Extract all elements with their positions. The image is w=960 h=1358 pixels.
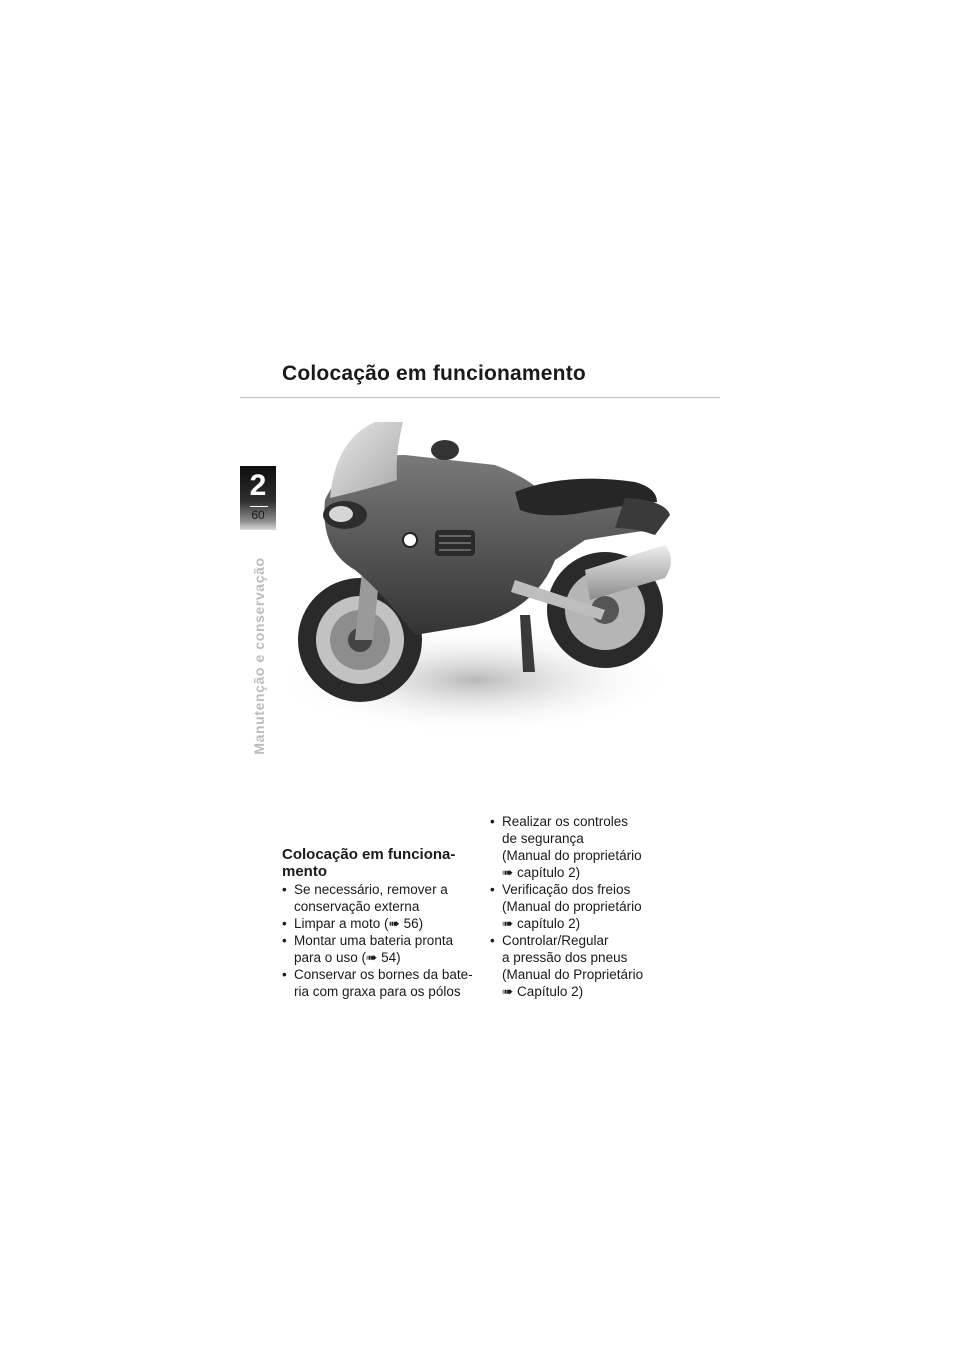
bullet: • [490,933,495,948]
list-item-text: (Manual do Proprietário [502,967,644,982]
title-divider [240,397,720,398]
bullet: • [282,933,287,948]
list-item-text: a pressão dos pneus [502,950,628,965]
left-column [282,846,492,1000]
list-item-text: Verificação dos freios [502,882,631,897]
list-item-text: ria com graxa para os pólos [294,984,461,999]
list-item-text: (Manual do proprietário [502,848,642,863]
list-item-text: para o uso (➠ 54) [294,950,401,965]
list-item [282,915,492,932]
bullet: • [282,882,287,897]
list-item-text: Limpar a moto (➠ 56) [294,916,424,931]
list-item-text: de segurança [502,831,584,846]
list-item [282,932,492,966]
list-item-text: Montar uma bateria pronta [294,933,454,948]
list-item-text: ➠ Capítulo 2) [502,984,584,999]
page-title: Colocação em funcionamento [282,362,586,385]
section-heading [282,846,492,880]
list-item-text: Realizar os controles [502,814,629,829]
list-item [282,966,492,1000]
bullet: • [282,916,287,931]
list-item-text: Controlar/Regular [502,933,609,948]
list-item-text: Conservar os bornes da bate- [294,967,473,982]
right-column [490,813,700,1000]
list-item [490,881,700,932]
section-heading-line: mento [282,863,327,880]
list-item-text: ➠ capítulo 2) [502,916,581,931]
bullet: • [282,967,287,982]
section-heading-line: Colocação em funciona- [282,846,456,863]
chapter-divider [250,506,268,507]
right-checklist [490,813,700,1000]
list-item-text: conservação externa [294,899,420,914]
chapter-number: 2 [249,469,267,502]
bullet: • [490,814,495,829]
motorcycle-illustration [285,410,685,755]
left-checklist [282,881,492,1000]
page-number: 60 [251,508,265,522]
bullet: • [490,882,495,897]
list-item-text: ➠ capítulo 2) [502,865,581,880]
list-item [282,881,492,915]
chapter-side-label: Manutenção e conservação [251,557,267,755]
list-item-text: (Manual do proprietário [502,899,642,914]
list-item-text: Se necessário, remover a [294,882,448,897]
list-item [490,813,700,881]
list-item [490,932,700,1000]
